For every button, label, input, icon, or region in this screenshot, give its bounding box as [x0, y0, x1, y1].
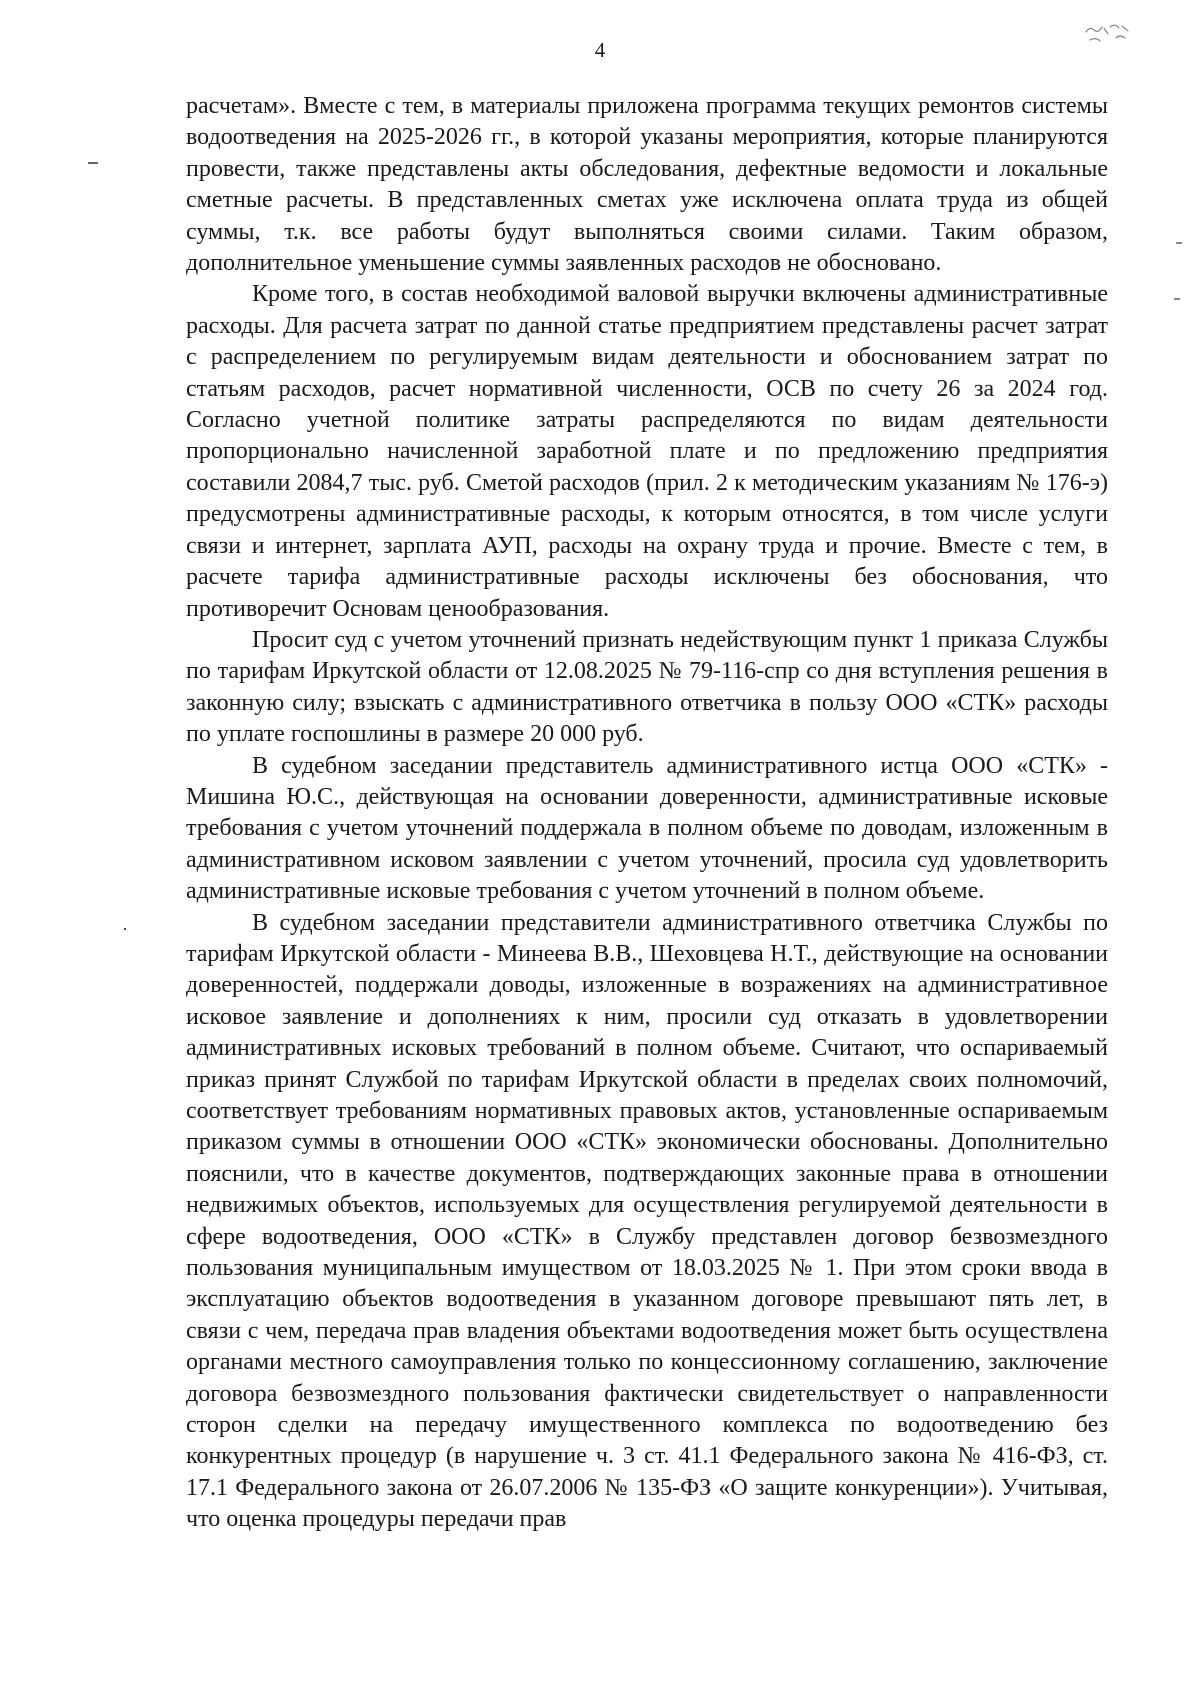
paragraph: Просит суд с учетом уточнений признать недействующим пункт 1 приказа Службы по тарифам Иркутской области от 12.08.2025 № 79-116-спр со дня вступления решения в законную силу; взыскать с административного ответчика в пользу ООО «СТК» расходы по уплате госпошлины в размере 20 000 руб.	[186, 626, 1108, 748]
paragraph: Кроме того, в состав необходимой валовой выручки включены административные расходы. Для расчета затрат по данной статье предприятием представлены расчет затрат с распределением по регулируемым видам деятельности и обоснованием затрат по статьям расходов, расчет нормативной численности, ОСВ по счету 26 за 2024 год. Согласно учетной политике затраты распределяются по видам деятельности пропорционально начисленной заработной плате и по предложению предприятия составили 2084,7 тыс. руб. Сметой расходов (прил. 2 к методическим указаниям № 176-э) предусмотрены административные расходы, к которым относятся, в том числе услуги связи и интернет, зарплата АУП, расходы на охрану труда и прочие. Вместе с тем, в расчете тарифа административные расходы исключены без обоснования, что противоречит Основам ценообразования.	[186, 281, 1108, 622]
scan-mark	[124, 928, 126, 930]
paragraph: В судебном заседании представители административного ответчика Службы по тарифам Иркутской области - Минеева В.В., Шеховцева Н.Т., действующие на основании доверенностей, поддержали доводы, изложенные в возражениях на административное исковое заявление и дополнениях к ним, просили суд отказать в удовлетворении административных исковых требований в полном объеме. Считают, что оспариваемый приказ принят Службой по тарифам Иркутской области в пределах своих полномочий, соответствует требованиям нормативных правовых актов, установленные оспариваемым приказом суммы в отношении ООО «СТК» экономически обоснованы. Дополнительно пояснили, что в качестве документов, подтверждающих законные права в отношении недвижимых объектов, используемых для осуществления регулируемой деятельности в сфере водоотведения, ООО «СТК» в Службу представлен договор безвозмездного пользования муниципальным имуществом от 18.03.2025 № 1. При этом сроки ввода в эксплуатацию объектов водоотведения в указанном договоре превышают пять лет, в связи с чем, передача прав владения объектами водоотведения может быть осуществлена органами местного самоуправления только по концессионному соглашению, заключение договора безвозмездного пользования фактически свидетельствует о направленности сторон сделки на передачу имущественного комплекса по водоотведению без конкурентных процедур (в нарушение ч. 3 ст. 41.1 Федерального закона № 416-ФЗ, ст. 17.1 Федерального закона от 26.07.2006 № 135-ФЗ «О защите конкуренции»). Учитывая, что оценка процедуры передачи прав	[186, 909, 1108, 1533]
paragraph: расчетам». Вместе с тем, в материалы приложена программа текущих ремонтов системы водоотведения на 2025-2026 гг., в которой указаны мероприятия, которые планируются провести, также представлены акты обследования, дефектные ведомости и локальные сметные расчеты. В представленных сметах уже исключена оплата труда из общей суммы, т.к. все работы будут выполняться своими силами. Таким образом, дополнительное уменьшение суммы заявленных расходов не обосновано.	[186, 93, 1108, 277]
document-body	[186, 91, 1108, 1536]
scan-mark	[88, 162, 98, 164]
page-number: 4	[594, 38, 606, 62]
scan-mark	[1176, 242, 1182, 244]
scan-mark	[1174, 298, 1180, 300]
paragraph: В судебном заседании представитель административного истца ООО «СТК» - Мишина Ю.С., действующая на основании доверенности, административные исковые требования с учетом уточнений поддержала в полном объеме по доводам, изложенным в административном исковом заявлении с учетом уточнений, просила суд удовлетворить административные исковые требования с учетом уточнений в полном объеме.	[186, 752, 1108, 905]
